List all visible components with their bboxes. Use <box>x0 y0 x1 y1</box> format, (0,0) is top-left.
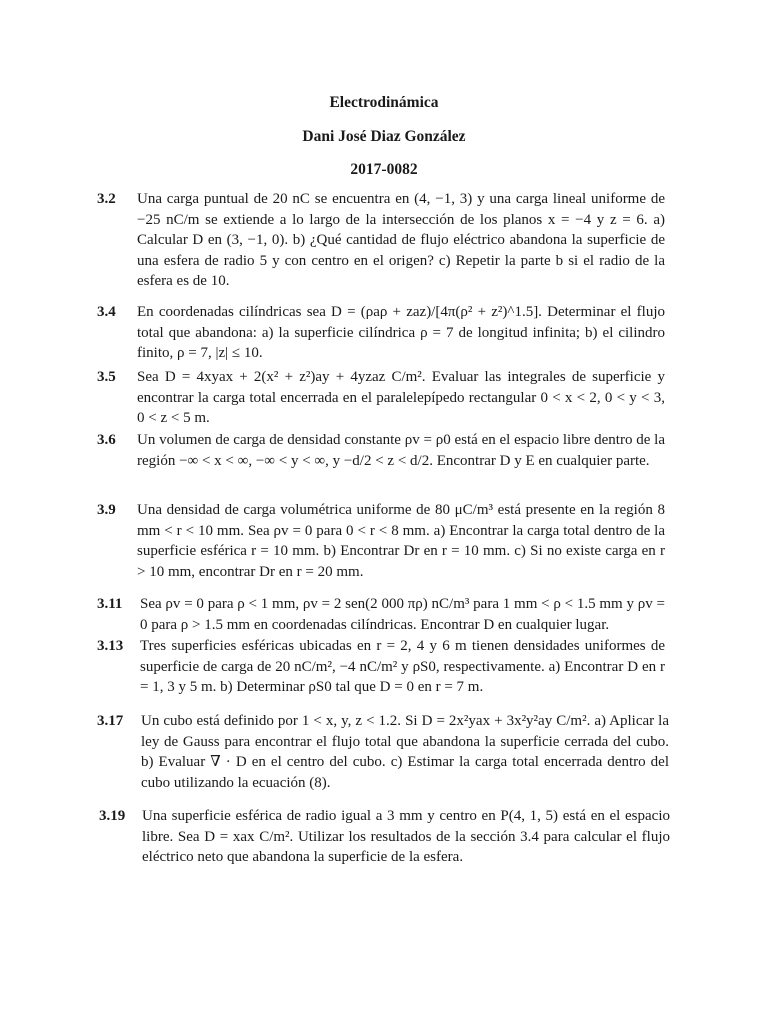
problem-number: 3.19 <box>99 808 126 824</box>
problem-text: Una carga puntual de 20 nC se encuentra en (4, −1, 3) y una carga lineal uniforme de −25 nC/m se extiende a lo largo de la intersección de los planos x = −4 y z = 6. a) Calcular D en (3, −1, 0). b) ¿Qué cantidad de flujo eléctrico abandona la superficie de una esfera de radio 5 y con centro en el origen? c) Repetir la parte b si el radio de la esfera es de 10. <box>137 191 665 289</box>
problem-number: 3.2 <box>97 191 116 207</box>
problem-text: Un volumen de carga de densidad constante ρv = ρ0 está en el espacio libre dentro de la región −∞ < x < ∞, −∞ < y < ∞, y −d/2 < z < d/2. Encontrar D y E en cualquier parte. <box>137 432 665 469</box>
problem-text: Tres superficies esféricas ubicadas en r = 2, 4 y 6 m tienen densidades uniformes de superficie de carga de 20 nC/m², −4 nC/m² y ρS0, respectivamente. a) Encontrar D en r = 1, 3 y 5 m. b) Determinar ρS0 tal que D = 0 en r = 7 m. <box>140 638 665 695</box>
problem-number: 3.6 <box>97 432 116 448</box>
problem-text: Sea ρv = 0 para ρ < 1 mm, ρv = 2 sen(2 000 πρ) nC/m³ para 1 mm < ρ < 1.5 mm y ρv = 0 para ρ > 1.5 mm en coordenadas cilíndricas. Encontrar D en cualquier lugar. <box>140 596 665 633</box>
student-id: 2017-0082 <box>350 161 418 178</box>
problem-text: Sea D = 4xyax + 2(x² + z²)ay + 4yzaz C/m². Evaluar las integrales de superficie y encontrar la carga total encerrada en el paralelepípedo rectangular 0 < x < 2, 0 < y < 3, 0 < z < 5 m. <box>137 369 665 426</box>
problem-number: 3.11 <box>97 596 123 612</box>
problem-number: 3.17 <box>97 713 124 729</box>
problem-text: Un cubo está definido por 1 < x, y, z < 1.2. Si D = 2x²yax + 3x²y²ay C/m². a) Aplicar la ley de Gauss para encontrar el flujo total que abandona la superficie cerrada del cubo. b) Evaluar ∇ · D en el centro del cubo. c) Estimar la carga total encerrada dentro del cubo utilizando la ecuación (8). <box>141 713 669 791</box>
problem-text: En coordenadas cilíndricas sea D = (ρaρ + zaz)/[4π(ρ² + z²)^1.5]. Determinar el flujo total que abandona: a) la superficie cilíndrica ρ = 7 de longitud infinita; b) el cilindro finito, ρ = 7, |z| ≤ 10. <box>137 304 665 361</box>
problem-number: 3.9 <box>97 502 116 518</box>
problem-text: Una superficie esférica de radio igual a 3 mm y centro en P(4, 1, 5) está en el espacio libre. Sea D = xax C/m². Utilizar los resultados de la sección 3.4 para calcular el flujo eléctrico neto que abandona la superficie de la esfera. <box>142 808 670 865</box>
course-title: Electrodinámica <box>329 94 439 111</box>
author-name: Dani José Diaz González <box>302 128 466 145</box>
problem-number: 3.4 <box>97 304 116 320</box>
problem-number: 3.13 <box>97 638 124 654</box>
problem-text: Una densidad de carga volumétrica uniforme de 80 μC/m³ está presente en la región 8 mm < r < 10 mm. Sea ρv = 0 para 0 < r < 8 mm. a) Encontrar la carga total dentro de la superficie esférica r = 10 mm. b) Encontrar Dr en r = 10 mm. c) Si no existe carga en r > 10 mm, encontrar Dr en r = 20 mm. <box>137 502 665 580</box>
problem-number: 3.5 <box>97 369 116 385</box>
